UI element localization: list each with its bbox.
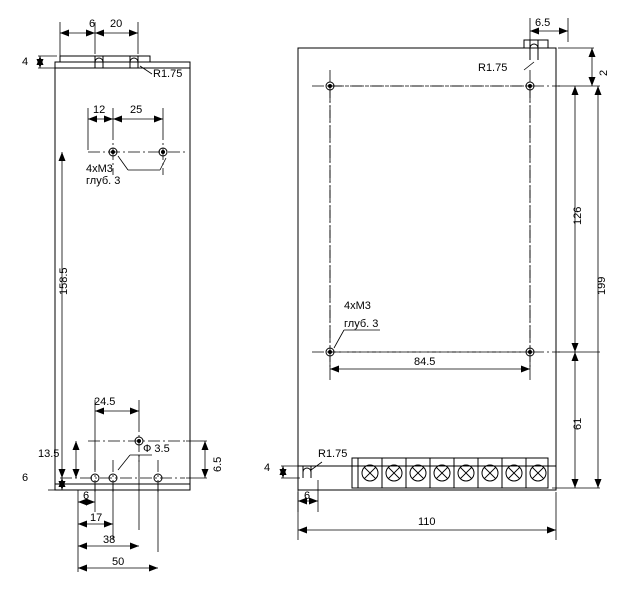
dim-label-left-6: 6 — [22, 472, 29, 484]
front-view-holes — [326, 82, 534, 356]
thread-note-left-2: глуб. 3 — [86, 175, 121, 187]
dim-label-13-5: 13.5 — [38, 448, 60, 460]
side-view-body — [55, 56, 190, 490]
dim-label-top-6: 6 — [89, 18, 96, 30]
dim-label-110: 110 — [418, 516, 436, 528]
radius-label-right-top: R1.75 — [478, 62, 508, 74]
dim-label-84-5: 84.5 — [414, 356, 436, 368]
dim-label-24-5: 24.5 — [94, 396, 116, 408]
dim-label-61: 61 — [572, 417, 584, 430]
dim-label-right-4: 4 — [264, 462, 271, 474]
radius-label-left-top: R1.75 — [153, 68, 183, 80]
dim-label-17: 17 — [90, 512, 103, 524]
dim-label-12: 12 — [93, 104, 106, 116]
front-view-dimensions — [281, 18, 600, 540]
dim-label-126: 126 — [572, 206, 584, 225]
dim-label-50: 50 — [112, 556, 125, 568]
dim-label-top-6-5: 6.5 — [535, 17, 551, 29]
dim-label-25: 25 — [130, 104, 143, 116]
radius-label-right-bottom: R1.75 — [318, 448, 348, 460]
thread-note-right-1: 4xM3 — [344, 300, 371, 312]
dim-label-2: 2 — [598, 69, 610, 76]
side-view-centerlines — [60, 128, 185, 495]
dim-label-199: 199 — [596, 276, 608, 295]
dim-label-bottom-6: 6 — [83, 490, 90, 502]
dim-label-158-5: 158.5 — [58, 267, 70, 295]
terminal-block — [352, 458, 548, 488]
dim-label-38: 38 — [103, 534, 116, 546]
front-view-body — [298, 40, 556, 490]
thread-note-right-2: глуб. 3 — [344, 318, 379, 330]
hole-diameter-label: Ф 3.5 — [143, 443, 170, 455]
dim-label-left-4: 4 — [22, 56, 29, 68]
thread-note-left-1: 4xM3 — [86, 163, 113, 175]
dim-label-right-6: 6 — [304, 490, 311, 502]
side-view-holes — [91, 148, 167, 482]
dim-label-6-5-right: 6.5 — [212, 456, 224, 472]
dim-label-top-20: 20 — [110, 18, 123, 30]
